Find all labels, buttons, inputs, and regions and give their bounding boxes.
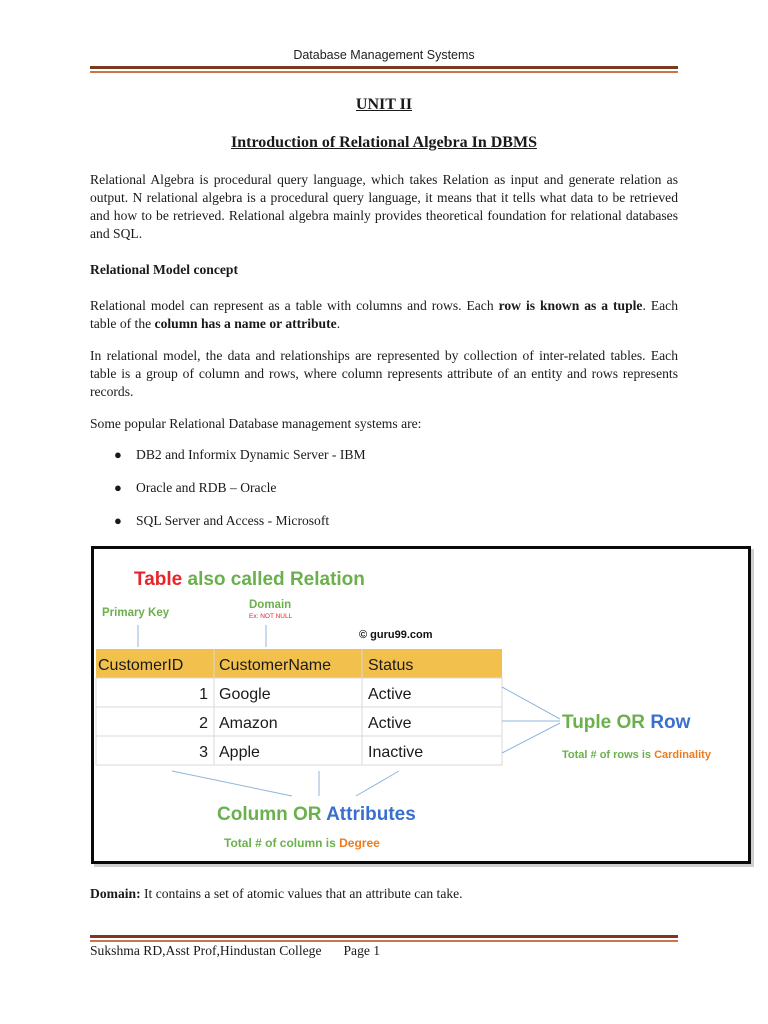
model-heading: Relational Model concept bbox=[90, 262, 238, 277]
column-header: CustomerID bbox=[98, 657, 184, 674]
header-rule-dark bbox=[90, 66, 678, 69]
table-cell: 3 bbox=[199, 744, 208, 761]
popular-intro: Some popular Relational Database management systems are: bbox=[90, 416, 422, 431]
cardinality-word: Cardinality bbox=[654, 749, 711, 761]
table-cell: Apple bbox=[219, 744, 260, 761]
list-item-text: Oracle and RDB – Oracle bbox=[136, 480, 277, 495]
title-table: Table bbox=[134, 569, 188, 590]
footer-rule-light bbox=[90, 940, 678, 942]
column-connector bbox=[356, 771, 399, 796]
text-span: . bbox=[336, 316, 341, 331]
table-cell: 1 bbox=[199, 686, 208, 703]
relation-diagram bbox=[91, 546, 751, 864]
tuple-connector bbox=[502, 723, 560, 753]
text-span: . Each table of the bbox=[90, 298, 678, 331]
degree-prefix: Total # of column is bbox=[224, 836, 340, 850]
domain-label: Domain bbox=[249, 599, 292, 611]
attributes-text: Attributes bbox=[326, 804, 416, 825]
table-cell: Amazon bbox=[219, 715, 278, 732]
tuple-connector bbox=[502, 687, 560, 719]
page-footer bbox=[90, 943, 380, 959]
diagram-title bbox=[134, 569, 365, 590]
intro-paragraph: Relational Algebra is procedural query language, which takes Relation as input and generate relation as output. N relational algebra is a procedural query language, it means that it tells what data to be retrieved and how to be retrieved. Relational algebra mainly provides theoretical foundation for relational databases and SQL. bbox=[90, 172, 678, 241]
model-paragraph-2: In relational model, the data and relationships are represented by collection of inter-related tables. Each table is a group of column and rows, where column represents attribute of an entity and rows represents records. bbox=[90, 348, 678, 399]
table-row bbox=[96, 707, 502, 736]
customer-table bbox=[96, 649, 502, 765]
table-row bbox=[96, 736, 502, 765]
table-cell: Inactive bbox=[368, 744, 424, 761]
list-item bbox=[90, 512, 650, 545]
rdbms-list bbox=[90, 446, 650, 545]
list-item-text: SQL Server and Access - Microsoft bbox=[136, 513, 330, 528]
bullet-icon: ● bbox=[114, 447, 122, 462]
domain-term: Domain: bbox=[90, 886, 141, 901]
domain-definition bbox=[90, 885, 678, 903]
degree-word: Degree bbox=[339, 836, 380, 850]
cardinality-label bbox=[562, 749, 712, 761]
domain-example: Ex: NOT NULL bbox=[249, 613, 293, 620]
list-item bbox=[90, 446, 650, 479]
table-cell: Active bbox=[368, 715, 412, 732]
degree-label bbox=[224, 836, 380, 850]
bullet-icon: ● bbox=[114, 480, 122, 495]
running-header: Database Management Systems bbox=[293, 48, 475, 62]
table-cell: Active bbox=[368, 686, 412, 703]
primary-key-label: Primary Key bbox=[102, 607, 170, 619]
column-text: Column OR bbox=[217, 804, 327, 825]
tuple-text: Tuple OR bbox=[562, 712, 651, 733]
section-title: Introduction of Relational Algebra In DBMS bbox=[231, 134, 537, 151]
bold-text: column has a name or attribute bbox=[154, 316, 337, 331]
header-rule-light bbox=[90, 71, 678, 73]
column-connector bbox=[172, 771, 292, 796]
unit-heading: UNIT II bbox=[355, 96, 413, 113]
relation-diagram-svg bbox=[94, 549, 748, 861]
model-paragraph-1 bbox=[90, 297, 678, 333]
bold-text: row is known as a tuple bbox=[498, 298, 643, 313]
list-item bbox=[90, 479, 650, 512]
cardinality-prefix: Total # of rows is bbox=[562, 749, 655, 761]
table-cell: 2 bbox=[199, 715, 208, 732]
page-number: Page 1 bbox=[343, 943, 381, 958]
copyright-label: © guru99.com bbox=[359, 629, 433, 641]
tuple-row-label bbox=[562, 712, 691, 733]
domain-text: It contains a set of atomic values that an attribute can take. bbox=[140, 886, 463, 901]
column-attributes-label bbox=[217, 804, 416, 825]
table-cell: Google bbox=[219, 686, 271, 703]
column-header: Status bbox=[368, 657, 414, 674]
list-item-text: DB2 and Informix Dynamic Server - IBM bbox=[136, 447, 366, 462]
footer-author: Sukshma RD,Asst Prof,Hindustan College bbox=[90, 943, 322, 958]
table-row bbox=[96, 678, 502, 707]
footer-rule-dark bbox=[90, 935, 678, 938]
row-text: Row bbox=[650, 712, 691, 733]
text-span: Relational model can represent as a table with columns and rows. Each bbox=[90, 298, 499, 313]
bullet-icon: ● bbox=[114, 513, 122, 528]
title-relation: also called Relation bbox=[187, 569, 365, 590]
column-header: CustomerName bbox=[219, 657, 332, 674]
